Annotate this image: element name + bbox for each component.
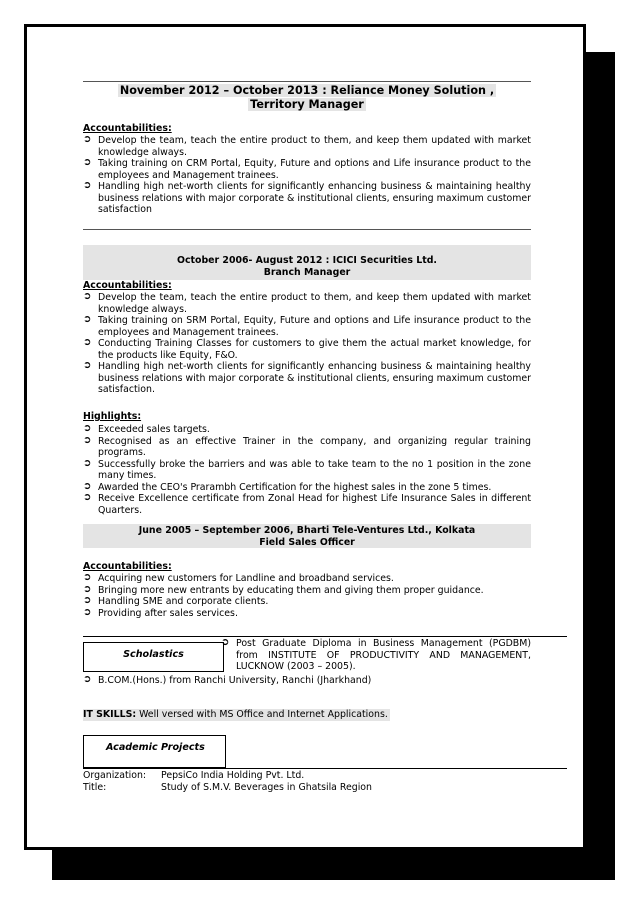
list-item-text: Receive Excellence certificate from Zonal Head for highest Life Insurance Sales in different Quarters. <box>98 493 531 516</box>
list-item-text: Bringing more new entrants by educating them and giving them proper guidance. <box>98 584 484 596</box>
job3-acc-list <box>83 573 531 619</box>
job1-header <box>83 84 531 111</box>
list-item <box>83 459 531 482</box>
list-item <box>83 436 531 459</box>
bullet-arrow-icon: ➲ <box>83 360 92 371</box>
projects-label: Academic Projects <box>106 742 205 753</box>
list-item-text: Handling high net-worth clients for significantly enhancing business & maintaining healthy business relations with major corporate & institutional clients, ensuring maximum customer satisfaction <box>98 181 531 215</box>
job1-acc-heading: Accountabilities: <box>83 123 172 134</box>
divider <box>83 768 567 769</box>
projects-table <box>83 770 372 793</box>
bullet-arrow-icon: ➲ <box>83 595 92 606</box>
divider <box>83 229 531 230</box>
list-item-text: Handling high net-worth clients for significantly enhancing business & maintaining healthy business relations with major corporate & institutional clients, ensuring maximum customer satisfaction. <box>98 361 531 395</box>
scholastics-pg-list <box>221 638 531 673</box>
it-skills <box>83 709 390 721</box>
list-item <box>83 675 531 687</box>
list-item <box>83 292 531 315</box>
list-item <box>83 135 531 158</box>
title-label: Title: <box>83 781 107 793</box>
it-skills-text: Well versed with MS Office and Internet Applications. <box>136 709 388 720</box>
list-item-text: Taking training on SRM Portal, Equity, Future and options and Life insurance product to the employees and Management trainees. <box>98 315 531 338</box>
bullet-arrow-icon: ➲ <box>83 572 92 583</box>
job1-role: Territory Manager <box>250 97 364 111</box>
list-item <box>83 424 531 436</box>
bullet-arrow-icon: ➲ <box>83 180 92 191</box>
list-item <box>83 361 531 396</box>
list-item-text: Develop the team, teach the entire product to them, and keep them updated with market knowledge always. <box>98 292 531 315</box>
list-item-text: Awarded the CEO's Prarambh Certification for the highest sales in the zone 5 times. <box>98 481 492 493</box>
bullet-arrow-icon: ➲ <box>83 157 92 168</box>
list-item <box>83 585 531 597</box>
job2-acc-list <box>83 292 531 396</box>
it-skills-label: IT SKILLS: <box>83 709 137 720</box>
divider <box>83 636 567 637</box>
bullet-arrow-icon: ➲ <box>83 134 92 145</box>
bullet-arrow-icon: ➲ <box>83 583 92 595</box>
bullet-arrow-icon: ➲ <box>83 291 92 302</box>
job3-role: Field Sales Officer <box>259 536 355 548</box>
job2-highlights-heading: Highlights: <box>83 411 142 422</box>
scholastics-ug: B.COM.(Hons.) from Ranchi University, Ranchi (Jharkhand) <box>98 675 372 686</box>
bullet-arrow-icon: ➲ <box>221 637 230 648</box>
bullet-arrow-icon: ➲ <box>83 337 92 348</box>
bullet-arrow-icon: ➲ <box>83 606 92 618</box>
bullet-arrow-icon: ➲ <box>83 457 92 469</box>
list-item-text: Successfully broke the barriers and was able to take team to the no 1 position in the zone many times. <box>98 458 531 481</box>
bullet-arrow-icon: ➲ <box>83 492 92 503</box>
job3-header <box>83 524 531 548</box>
bullet-arrow-icon: ➲ <box>83 674 92 685</box>
list-item <box>83 181 531 216</box>
scholastics-ug-list <box>83 675 531 687</box>
bullet-arrow-icon: ➲ <box>83 314 92 325</box>
scholastics-pg: Post Graduate Diploma in Business Management (PGDBM) from INSTITUTE OF PRODUCTIVITY AND MANAGEMENT, LUCKNOW (2003 – 2005). <box>236 638 531 672</box>
job3-title: June 2005 – September 2006, Bharti Tele-Ventures Ltd., Kolkata <box>138 525 476 536</box>
job2-acc-heading: Accountabilities: <box>83 280 172 291</box>
scholastics-label-box <box>83 642 224 672</box>
list-item <box>221 638 531 673</box>
org-label: Organization: <box>83 770 147 781</box>
job2-role: Branch Manager <box>263 266 351 278</box>
job1-title: November 2012 – October 2013 : Reliance Money Solution , <box>119 84 495 97</box>
projects-label-box <box>83 735 226 768</box>
list-item-text: Providing after sales services. <box>98 607 238 619</box>
divider <box>83 81 531 82</box>
job3-acc-heading: Accountabilities: <box>83 561 172 572</box>
list-item-text: Handling SME and corporate clients. <box>98 596 269 607</box>
job2-title: October 2006- August 2012 : ICICI Securities Ltd. <box>177 255 437 266</box>
list-item-text: Develop the team, teach the entire product to them, and keep them updated with market knowledge always. <box>98 135 531 158</box>
table-row <box>83 782 372 794</box>
list-item <box>83 596 531 608</box>
list-item <box>83 482 531 494</box>
list-item <box>83 158 531 181</box>
list-item <box>83 338 531 361</box>
list-item-text: Acquiring new customers for Landline and broadband services. <box>98 573 394 584</box>
job1-acc-list <box>83 135 531 216</box>
title-value: Study of S.M.V. Beverages in Ghatsila Region <box>161 781 372 793</box>
list-item-text: Exceeded sales targets. <box>98 424 210 435</box>
list-item-text: Taking training on CRM Portal, Equity, Future and options and Life insurance product to the employees and Management trainees. <box>98 158 531 181</box>
org-value: PepsiCo India Holding Pvt. Ltd. <box>161 770 305 781</box>
list-item <box>83 573 531 585</box>
bullet-arrow-icon: ➲ <box>83 480 92 492</box>
job2-highlights-list <box>83 424 531 516</box>
resume-page <box>24 24 586 850</box>
list-item <box>83 315 531 338</box>
table-row <box>83 770 372 782</box>
list-item <box>83 493 531 516</box>
bullet-arrow-icon: ➲ <box>83 434 92 446</box>
scholastics-label: Scholastics <box>123 649 184 660</box>
list-item <box>83 608 531 620</box>
job2-header <box>83 245 531 280</box>
bullet-arrow-icon: ➲ <box>83 423 92 434</box>
list-item-text: Conducting Training Classes for customers to give them the actual market knowledge, for the products like Equity, F&O. <box>98 338 531 361</box>
list-item-text: Recognised as an effective Trainer in the company, and organizing regular training programs. <box>98 435 531 458</box>
